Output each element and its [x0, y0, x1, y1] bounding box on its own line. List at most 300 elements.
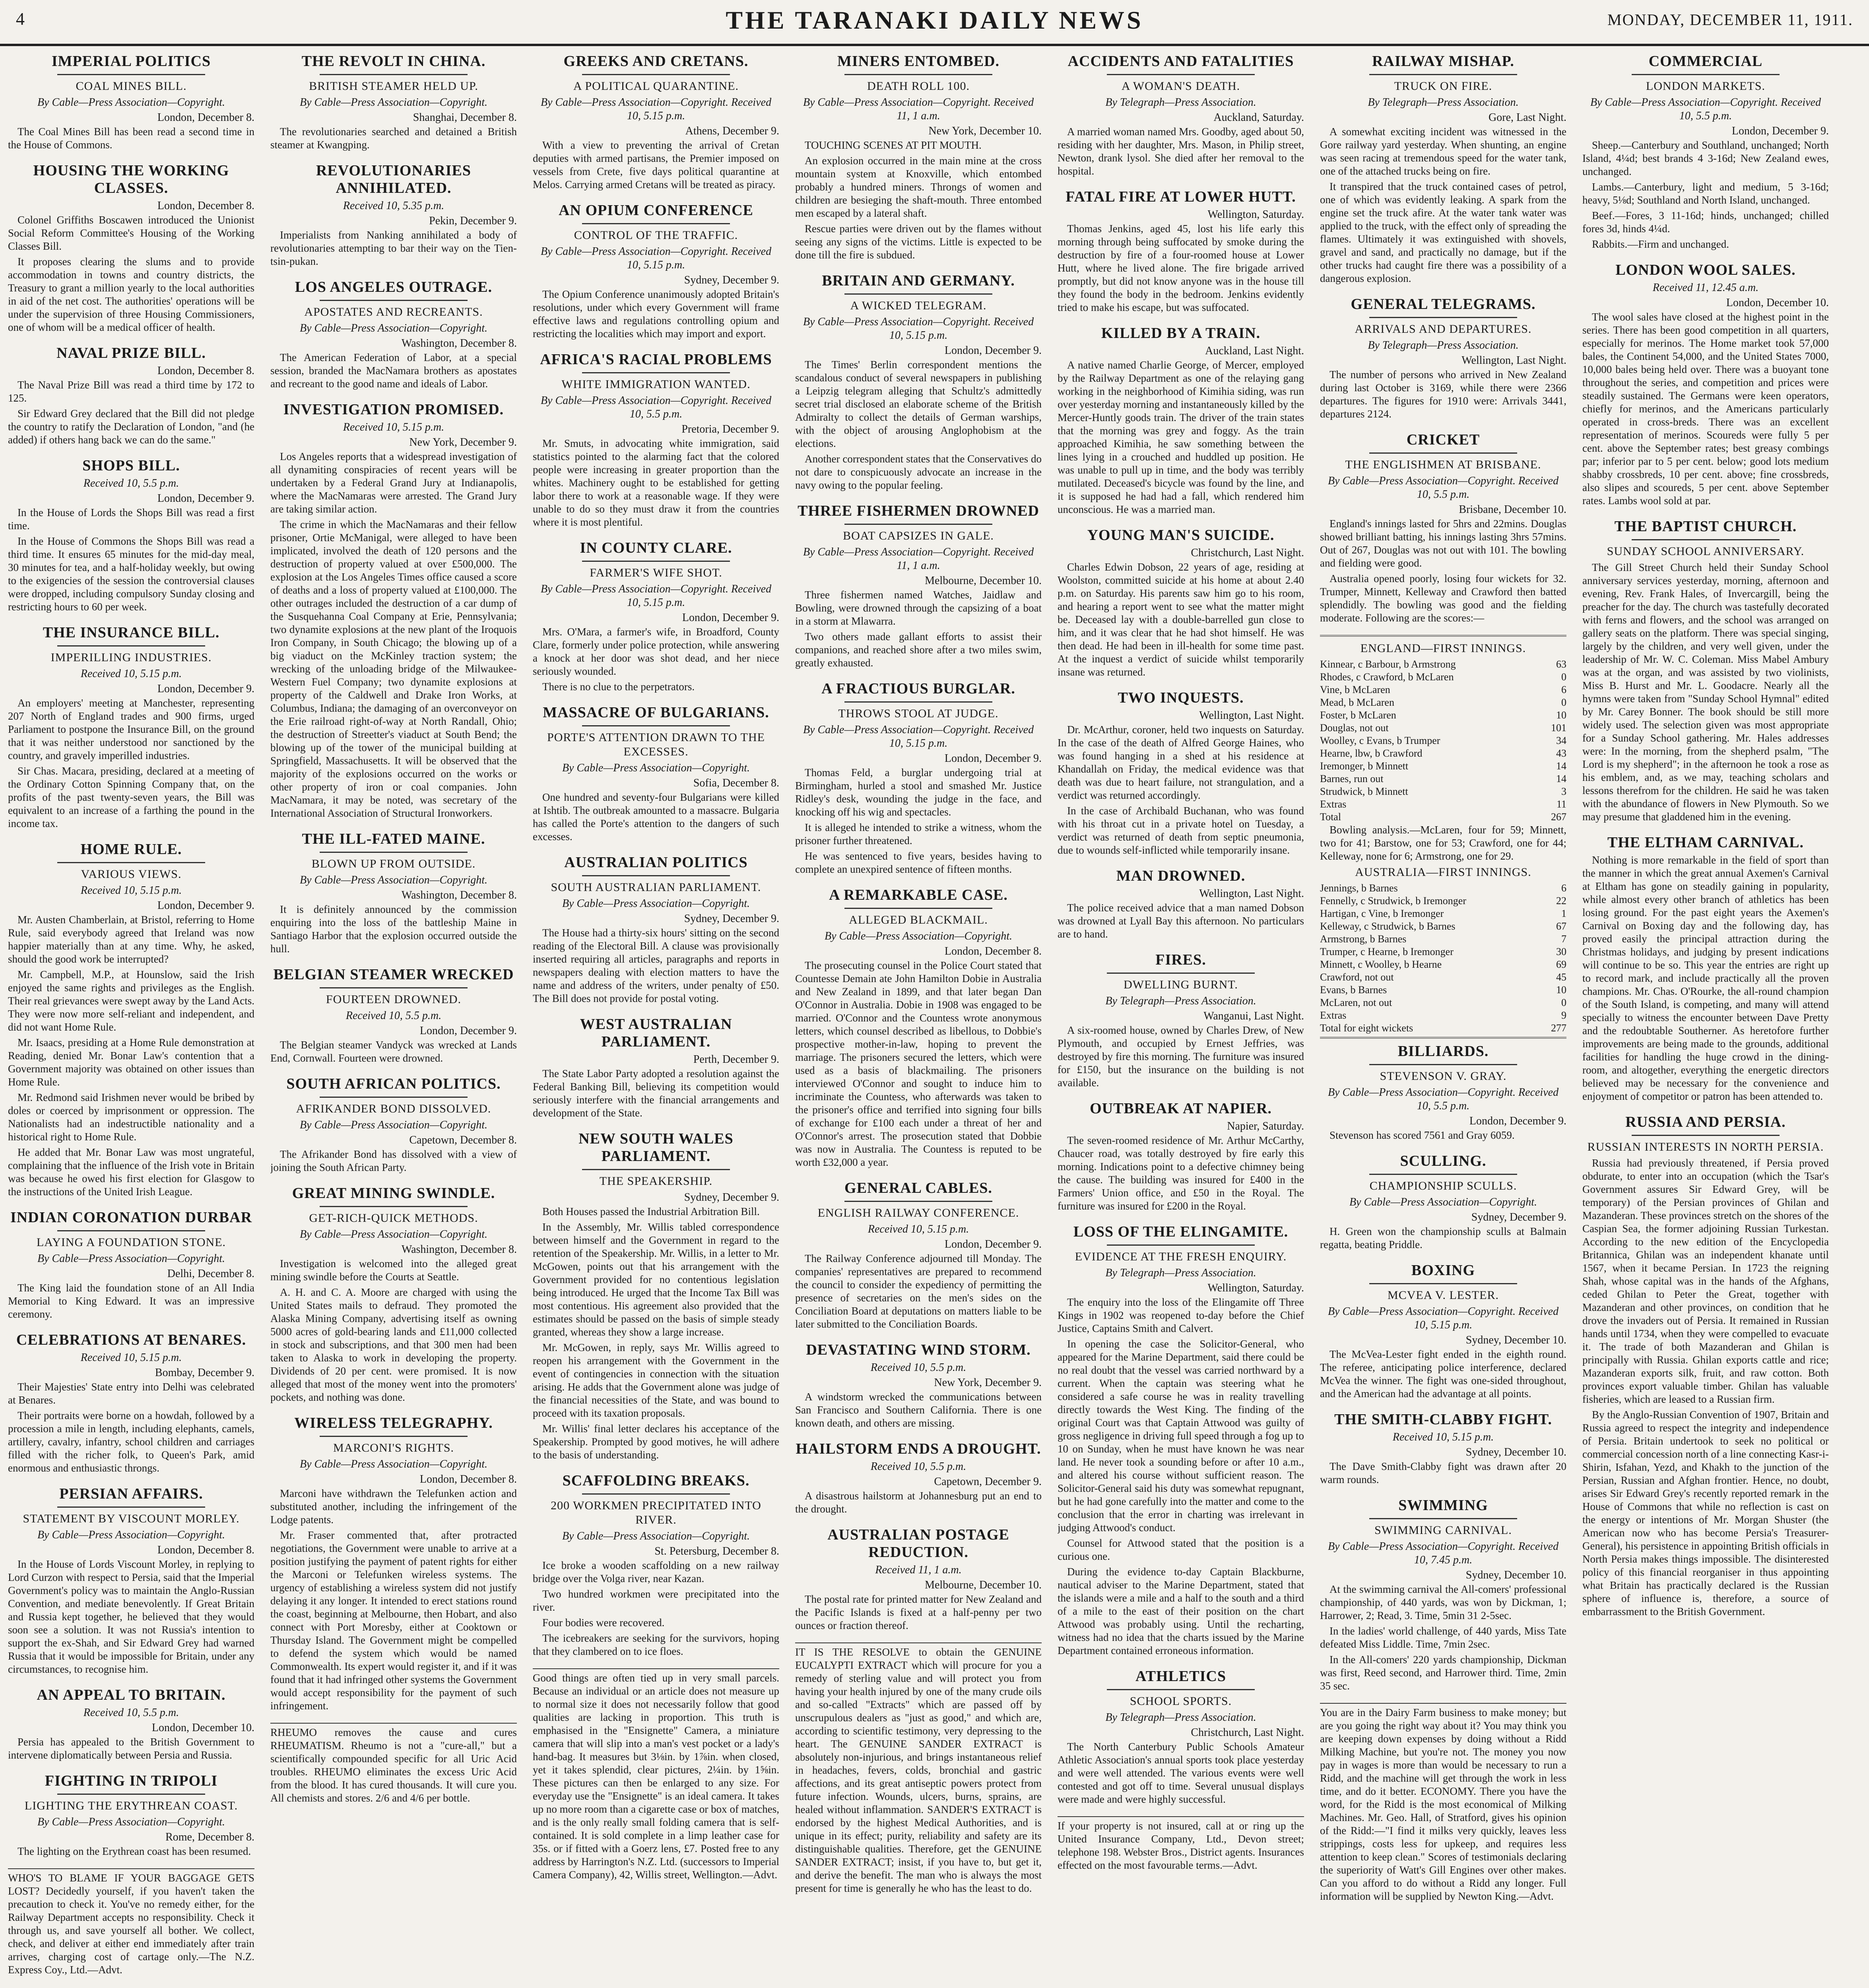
- article-dateline: Gore, Last Night.: [1489, 111, 1566, 124]
- article-dateline: London, December 9.: [1469, 1115, 1566, 1127]
- score-row: [1320, 658, 1566, 671]
- article-dateline: London, December 8.: [157, 200, 254, 212]
- article-paragraph: Two hundred workmen were precipitated into the river.: [533, 1588, 779, 1613]
- article: [270, 278, 517, 390]
- article-byline: By Telegraph—Press Association.: [1368, 339, 1519, 351]
- article-subheadline: BRITISH STEAMER HELD UP.: [309, 80, 478, 93]
- runs: 69: [1556, 959, 1566, 970]
- headline-rule: [1369, 1174, 1517, 1175]
- article-dateline: Sydney, December 9.: [684, 1191, 779, 1204]
- article-paragraph: Mr. Willis' final letter declares his acceptance of the Speakership. Prompted by good motives, he will adhere to the basis of understanding.: [533, 1423, 779, 1461]
- article-headline: AUSTRALIAN POSTAGE REDUCTION.: [827, 1526, 1009, 1561]
- article-headline: HAILSTORM ENDS A DROUGHT.: [796, 1441, 1041, 1457]
- score-row: [1320, 907, 1566, 920]
- article-subheadline: EVIDENCE AT THE FRESH ENQUIRY.: [1075, 1250, 1287, 1263]
- article-dateline: Melbourne, December 10.: [925, 1579, 1042, 1591]
- article-byline: Received 10, 5.15 p.m.: [868, 1223, 969, 1235]
- article: [533, 351, 779, 529]
- article-dateline: New York, December 9.: [409, 436, 517, 448]
- article-headline: NEW SOUTH WALES PARLIAMENT.: [578, 1130, 734, 1165]
- article-paragraph: The number of persons who arrived in New Zealand during last October is 3169, while there were 2366 departures. The figures for 1910 were: Arrivals 3441, departures 2124.: [1320, 369, 1566, 420]
- article-paragraph: In the House of Commons the Shops Bill was read a third time. It ensures 65 minutes for the mid-day meal, 30 minutes for tea, and a half-holiday weekly, but owing to the exigencies of the session the controversial clauses were dropped, including compulsory Sunday closing and restricting hours to 60 per week.: [8, 535, 254, 613]
- article-paragraph: Thomas Feld, a burglar undergoing trial at Birmingham, hurled a stool and smashed Mr. Justice Ridley's desk, wounding the judge in the face, and knocking off his wig and spectacles.: [795, 767, 1042, 818]
- batsman: Foster, b McLaren: [1320, 709, 1396, 721]
- article-byline: By Cable—Press Association—Copyright.: [299, 1119, 488, 1131]
- article-byline: Received 11, 12.45 a.m.: [1652, 282, 1759, 294]
- article-dateline: London, December 8.: [157, 111, 254, 124]
- article-byline: By Cable—Press Association—Copyright. Received 10, 5.5 p.m.: [1590, 96, 1821, 122]
- score-row: [1320, 785, 1566, 798]
- headline-rule: [582, 1493, 730, 1495]
- headline-rule: [582, 875, 730, 876]
- advertisement: You are in the Dairy Farm business to make money; but are you going the right way about it? You may think you are keeping down expenses by doing without a Ridd Milking Machine, but you're not. The money you now pay in wages is more than would be necessary to run a Ridd, and the machine will get through the work in less time, and do it better. ECONOMY. There you have the word, for the Ridd is the most economical of Milking Machines. Mr. Geo. Hall, of Stratford, gives his opinion of the Ridd:—"I find it milks very quickly, leaves less strippings, costs less for upkeep, and requires less attention to keep clean." Scores of testimonials declaring the superiority of Watt's Gill Engines over other makes. Can you afford to do without a Ridd any longer. Full information will be supplied by Newton King.—Advt.: [1320, 1703, 1566, 1903]
- score-row: [1320, 683, 1566, 696]
- batsman: Kinnear, c Barbour, b Armstrong: [1320, 658, 1456, 670]
- runs: 277: [1551, 1022, 1566, 1034]
- headline-rule: [57, 862, 205, 863]
- article: [8, 841, 254, 1198]
- article-paragraph: The wool sales have closed at the highest point in the series. There has been good competition in all quarters, especially for merinos. The Home market took 57,000 bales, the Continent 54,000, and the United States 7000, 10,000 bales being held over. There was a buoyant tone throughout the series, and competition and prices were steadily sustained. The Germans were keen operators, chiefly for merinos, and the Americans particularly operated in cross-breds. There was an excellent representation of merinos. Scoureds were fully 5 per cent. above the September rates; best greasy combings par; inferior par to 5 per cent. below; good lots medium shabby crossbreds, 10 per cent. above; fine crossbreds, also slipes and scoureds, 5 per cent. above September rates. Lambs wool sold at par.: [1582, 311, 1829, 507]
- article: [8, 1209, 254, 1321]
- headline-rule: [1369, 317, 1517, 318]
- article-headline: THE ILL-FATED MAINE.: [302, 831, 485, 847]
- article-dateline: Capetown, December 8.: [409, 1134, 517, 1146]
- advertisement: RHEUMO removes the cause and cures RHEUMATISM. Rheumo is not a "cure-all," but a scientifically compounded specific for all Uric Acid troubles. RHEUMO eliminates the excess Uric Acid from the blood. It has cured thousands. It will cure you. All chemists and stores. 2/6 and 4/6 per bottle.: [270, 1723, 517, 1805]
- article-byline: Received 10, 5.15 p.m.: [80, 884, 182, 897]
- headline-rule: [582, 372, 730, 373]
- article-dateline: London, December 9.: [1731, 125, 1829, 137]
- article-subheadline: FOURTEEN DROWNED.: [326, 993, 462, 1006]
- article-subheadline: CHAMPIONSHIP SCULLS.: [1369, 1179, 1517, 1192]
- article-paragraph: Stevenson has scored 7561 and Gray 6059.: [1329, 1129, 1515, 1141]
- article: [270, 162, 517, 268]
- article-dateline: London, December 9.: [157, 492, 254, 505]
- article-dateline: Wellington, Saturday.: [1207, 1282, 1304, 1294]
- article-headline: PERSIAN AFFAIRS.: [59, 1485, 203, 1502]
- batsman: Total for eight wickets: [1320, 1022, 1413, 1034]
- article-paragraph: Charles Edwin Dobson, 22 years of age, residing at Woolston, committed suicide at his home at about 2.40 p.m. on Saturday. His parents saw him go to his room, and hearing a report went to see what the matter might be. Deceased lay with a double-barrelled gun close to him, and it was clear that he had shot himself. He was then dead. He had been in ill-health for some time past. At the inquest a verdict of suicide whilst temporarily insane was returned.: [1058, 561, 1304, 678]
- article-dateline: London, December 8.: [157, 365, 254, 377]
- runs: 3: [1561, 786, 1566, 797]
- runs: 0: [1561, 697, 1566, 708]
- article-paragraph: Mr. Campbell, M.P., at Hounslow, said the Irish enjoyed the same rights and privileges as the English. Their real grievances were swept away by the Land Acts. They were now more self-reliant and independent, and did not want Home Rule.: [8, 969, 254, 1033]
- article-subheadline: THE ENGLISHMEN AT BRISBANE.: [1345, 458, 1541, 471]
- article: [1320, 295, 1566, 421]
- article-subheadline: LONDON MARKETS.: [1646, 80, 1765, 93]
- article-paragraph: The Naval Prize Bill was read a third time by 172 to 125.: [8, 379, 254, 404]
- batsman: Iremonger, b Minnett: [1320, 760, 1409, 772]
- headline-rule: [320, 300, 468, 301]
- article-headline: A FRACTIOUS BURGLAR.: [821, 680, 1015, 697]
- article-byline: Received 10, 5.5 p.m.: [83, 1706, 179, 1719]
- article-dateline: London, December 9.: [944, 752, 1042, 765]
- batsman: Hearne, lbw, b Crawford: [1320, 747, 1423, 759]
- article-byline: By Cable—Press Association—Copyright. Received 10, 5.15 p.m.: [803, 724, 1034, 749]
- article-byline: By Cable—Press Association—Copyright.: [299, 874, 488, 886]
- runs: 101: [1551, 722, 1566, 734]
- article-dateline: Wellington, Saturday.: [1207, 208, 1304, 221]
- article-paragraph: A native named Charlie George, of Mercer, employed by the Railway Department as one of the relaying gang working in the neighborhood of Kimihia siding, was run over yesterday morning and instantaneously killed by the Mercer-Huntly goods train. The driver of the train states that the morning was grey and foggy. As the train approached Kimihia, he saw something between the lines lying in a crouched and huddled up position. He was unable to pull up in time, and the body was terribly mutilated. Deceased's bicycle was found by the line, and it is supposed he had had a fall, which rendered him unconscious. He was a married man.: [1058, 359, 1304, 515]
- bowling-analysis: Bowling analysis.—McLaren, four for 59; Minnett, two for 41; Barstow, one for 53; Crawford, one for 44; Kelleway, none for 6; Armstrong, one for 29.: [1320, 824, 1566, 862]
- article-subheadline: SCHOOL SPORTS.: [1130, 1695, 1232, 1708]
- score-row: [1320, 895, 1566, 907]
- article-headline: THE ELTHAM CARNIVAL.: [1607, 834, 1804, 851]
- headline-rule: [1369, 452, 1517, 454]
- headline-rule: [57, 1230, 205, 1231]
- article-paragraph: H. Green won the championship sculls at Balmain regatta, beating Priddle.: [1320, 1225, 1566, 1250]
- article-byline: By Cable—Press Association—Copyright.: [37, 96, 225, 109]
- page-number: 4: [16, 9, 25, 29]
- batsman: Armstrong, b Barnes: [1320, 933, 1407, 945]
- article-paragraph: An explosion occurred in the main mine at the cross mountain system at Knoxville, which entombed probably a hundred miners. Throngs of women and children are besieging the shaft-mouth. Three entombed men escaped by a lateral shaft.: [795, 155, 1042, 219]
- runs: 6: [1561, 684, 1566, 695]
- article-subheadline: GET-RICH-QUICK METHODS.: [309, 1211, 478, 1225]
- article: [795, 1179, 1042, 1331]
- batsman: Fennelly, c Strudwick, b Iremonger: [1320, 895, 1466, 907]
- article-subheadline: CONTROL OF THE TRAFFIC.: [574, 229, 738, 242]
- advertisement: IT IS THE RESOLVE to obtain the GENUINE EUCALYPTI EXTRACT which will procure for you a remedy of sterling value and will protect you from having your health injured by one of the many crude oils and so-called "Extracts" which are passed off by unscrupulous dealers as "just as good," and which are, according to scientific testimony, very depressing to the heart. The GENUINE SANDER EXTRACT is absolutely non-injurious, and brings instantaneous relief in headaches, fevers, colds, bronchial and gastric affections, and its great antiseptic powers protect from future infection. Wounds, ulcers, burns, sprains, are healed without inflammation. SANDER'S EXTRACT is endorsed by the highest Medical Authorities, and is unique in its effect; purity, reliability and safety are its distinguishable qualities. Therefore, get the GENUINE SANDER EXTRACT; insist, if you have to, but get it, and derive the benefit. The man who is always the most present for time is generally he who has the least to do.: [795, 1642, 1042, 1895]
- runs: 10: [1556, 984, 1566, 996]
- innings-title: AUSTRALIA—FIRST INNINGS.: [1355, 866, 1531, 879]
- article-byline: By Cable—Press Association—Copyright. Received 10, 7.45 p.m.: [1328, 1540, 1559, 1566]
- article-subheadline: 200 WORKMEN PRECIPITATED INTO RIVER.: [551, 1499, 761, 1526]
- article-dateline: London, December 9.: [944, 344, 1042, 357]
- masthead: [0, 0, 1869, 46]
- article-subheadline: THROWS STOOL AT JUDGE.: [838, 707, 999, 720]
- article-paragraph: Russia had previously threatened, if Persia proved obdurate, to enter into an occupation (which the Tsar's Government assures Sir Edward Grey, will be temporary) of the Persian provinces of Ghilan and Mazanderan. These provinces stretch on the shores of the Caspian Sea, the former adjoining Russian Turkestan. According to the new edition of the Encyclopedia Britannica, Ghilan was an independent khanate until 1567, when it became Persian. In 1723 the reigning Shah, whose capital was in the hands of the Afghans, ceded Ghilan to Peter the Great, together with Mazanderan and other provinces, on condition that he drove the invaders out of Persia. It remained in Russian hands until 1734, when they were compelled to evacuate it. The trade of both Mazanderan and Ghilan is principally with Russia. Ghilan exports cattle and rice; Mazanderan exports silk, fruit, and raw cotton. Both provinces export valuable timber. Ghilan has valuable fisheries, which are leased to a Russian firm.: [1582, 1157, 1829, 1405]
- article-subheadline: COAL MINES BILL.: [76, 80, 187, 93]
- article-dateline: Auckland, Saturday.: [1213, 111, 1304, 124]
- article-headline: INDIAN CORONATION DURBAR: [10, 1209, 252, 1226]
- article: [270, 1414, 517, 1712]
- score-row: [1320, 984, 1566, 996]
- article-paragraph: A windstorm wrecked the communications between San Francisco and Southern California. There is one known death, and others are missing.: [795, 1391, 1042, 1429]
- score-row: [1320, 958, 1566, 971]
- article-byline: Received 10, 5.5 p.m.: [870, 1460, 967, 1473]
- score-row: [1320, 773, 1566, 785]
- article-paragraph: TOUCHING SCENES AT PIT MOUTH.: [805, 139, 982, 151]
- headline-rule: [320, 852, 468, 853]
- article-byline: By Cable—Press Association—Copyright. Received 11, 1 a.m.: [803, 546, 1034, 572]
- batsman: Extras: [1320, 1010, 1347, 1021]
- article: [795, 1440, 1042, 1516]
- article: [1058, 188, 1304, 314]
- article-byline: Received 11, 1 a.m.: [875, 1564, 962, 1576]
- article-byline: By Cable—Press Association—Copyright.: [299, 1228, 488, 1241]
- article-subheadline: STATEMENT BY VISCOUNT MORLEY.: [23, 1512, 240, 1525]
- article-headline: MINERS ENTOMBED.: [837, 53, 1000, 70]
- article-paragraph: At the swimming carnival the All-comers' professional championship, of 440 yards, was won by Dickman, 1; Harrower, 2; Read, 3. Time, 5min 31 2-5sec.: [1320, 1583, 1566, 1621]
- score-row: [1320, 933, 1566, 945]
- article-paragraph: The Gill Street Church held their Sunday School anniversary services yesterday, morning, afternoon and evening, Rev. Frank Hales, of Invercargill, being the preacher for the day. The church was tastefully decorated with ferns and flowers, and the school was arranged on gallery seats on the platform. There was special singing, largely by the children, and very well given, under the leadership of Mr. W. C. Coleman. Miss Mabel Ambury was at the organ, and was assisted by two violinists, Miss B. Hurst and Mr. L. Goodacre. Nearly all the hymns were taken from "Sunday School Hymnal" edited by Mr. Carey Bonner. The book should be still more widely used. The selection given was most appropriate for a Sunday School gathering. Mr. Hales addresses were: In the morning, from the shepherd psalm, "The Lord is my shepherd"; in the afternoon he took a rose as his emblem, and, as we may, teaching scholars and lessons therefrom for the children. He said he was taken with the abundance of flowers in New Plymouth. So we may presume that gladdened him in the evening.: [1582, 561, 1829, 823]
- article-dateline: Capetown, December 9.: [934, 1475, 1042, 1488]
- headline-rule: [844, 524, 992, 525]
- article: [1320, 1411, 1566, 1486]
- article-byline: Received 10, 5.15 p.m.: [80, 668, 182, 680]
- article-paragraph: The Coal Mines Bill has been read a second time in the House of Commons.: [8, 126, 254, 151]
- article: [1582, 52, 1829, 251]
- runs: 22: [1556, 895, 1566, 907]
- article-headline: BRITAIN AND GERMANY.: [822, 272, 1015, 289]
- headline-rule: [844, 908, 992, 909]
- article-paragraph: The North Canterbury Public Schools Amateur Athletic Association's annual sports took place yesterday and were well attended. The various events were well contested and got off to time. Several unusual displays were made and were highly successful.: [1058, 1741, 1304, 1805]
- article: [1058, 867, 1304, 941]
- article-headline: ACCIDENTS AND FATALITIES: [1067, 53, 1294, 70]
- article-paragraph: Sir Edward Grey declared that the Bill did not pledge the country to ratify the Declaration of London, "and (he added) if others hang back we can do the same.": [8, 408, 254, 446]
- article-headline: IMPERIAL POLITICS: [51, 53, 211, 70]
- article-paragraph: In the House of Lords Viscount Morley, in replying to Lord Curzon with respect to Persia, said that the Imperial Government's policy was to maintain the Anglo-Russian Convention, and mediate benevolently. If Great Britain and Russia kept together, he believed that they would soon see a solution. It was not Russia's intention to support the ex-Shah, and Sir Edward Grey had warned Russia that it would be impossible for Britain, under any circumstances, to recognise him.: [8, 1558, 254, 1675]
- batsman: Trumper, c Hearne, b Iremonger: [1320, 946, 1454, 957]
- article-dateline: Bombay, December 9.: [155, 1367, 254, 1379]
- article-paragraph: The McVea-Lester fight ended in the eighth round. The referee, anticipating police interference, declared McVea the winner. The fight was one-sided throughout, and the American had the advantage at all points.: [1320, 1348, 1566, 1400]
- article-paragraph: Both Houses passed the Industrial Arbitration Bill.: [542, 1206, 760, 1217]
- article-dateline: Wellington, Last Night.: [1199, 887, 1304, 900]
- article: [1582, 834, 1829, 1103]
- cricket-scores: [1320, 635, 1566, 1039]
- article-dateline: Melbourne, December 10.: [925, 575, 1042, 587]
- article-paragraph: A disastrous hailstorm at Johannesburg put an end to the drought.: [795, 1490, 1042, 1515]
- article: [1058, 689, 1304, 857]
- article-dateline: Brisbane, December 10.: [1459, 503, 1566, 516]
- article-subheadline: PORTE'S ATTENTION DRAWN TO THE EXCESSES.: [547, 731, 765, 758]
- article-subheadline: BOAT CAPSIZES IN GALE.: [843, 529, 994, 542]
- article-paragraph: By the Anglo-Russian Convention of 1907, Britain and Russia agreed to respect the integrity and independence of Persia. Britain undertook to seek no political or commercial concession north of a line connecting Kasr-i-Shirin, Isfahan, Yezd, and Khakh to the junction of the Persian, Russian and Afghan frontier. Hence, no doubt, arises Sir Edward Grey's recently reported remark in the House of Commons that while no reflection is cast on the energy or intentions of Mr. Morgan Shuster (the American now who has become Persia's Treasurer-General), his persistence in appointing British officials in North Persia makes things impossible. The disinterested policy of this financial reorganiser in thus appointing what Britain has practically declared is the Russian sphere of influence is, therefore, a source of embarrassment to the British Government.: [1582, 1409, 1829, 1617]
- article: [1058, 1223, 1304, 1657]
- article-paragraph: The American Federation of Labor, at a special session, branded the MacNamara brothers as apostates and recreant to the good name and ideals of Labor.: [270, 351, 517, 390]
- article-headline: SCAFFOLDING BREAKS.: [562, 1472, 750, 1489]
- article-headline: INVESTIGATION PROMISED.: [283, 401, 504, 418]
- article-dateline: Auckland, Last Night.: [1205, 345, 1304, 357]
- batsman: Total: [1320, 811, 1341, 823]
- article: [795, 680, 1042, 876]
- article-paragraph: Mr. Redmond said Irishmen never would be bribed by doles or coerced by imprisonment or oppression. The Nationalists had an indestructible nationality and a historical right to Home Rule.: [8, 1091, 254, 1143]
- article-subheadline: IMPERILLING INDUSTRIES.: [50, 651, 212, 664]
- article-byline: By Cable—Press Association—Copyright.: [37, 1816, 225, 1828]
- article-subheadline: AFRIKANDER BOND DISSOLVED.: [296, 1102, 491, 1115]
- article-dateline: Wellington, Last Night.: [1199, 709, 1304, 722]
- article-headline: BOXING: [1411, 1262, 1475, 1279]
- article-headline: THE BAPTIST CHURCH.: [1614, 518, 1797, 535]
- article-subheadline: THE SPEAKERSHIP.: [599, 1175, 713, 1188]
- runs: 63: [1556, 658, 1566, 670]
- article: [1320, 1497, 1566, 1693]
- article: [8, 457, 254, 613]
- article: [533, 52, 779, 191]
- article-paragraph: Los Angeles reports that a widespread investigation of all dynamiting conspiracies of recent years will be undertaken by a Federal Grand Jury at Indianapolis, where the MacNamaras were arrested. The Grand Jury are taking similar action.: [270, 450, 517, 515]
- article-paragraph: In opening the case the Solicitor-General, who appeared for the Marine Department, said there could be no real doubt that the vessel was carried northward by a current. When the captain was steering what he considered a safe course he was in reality travelling directly towards the West King. The finding of the original Court was that Captain Attwood was guilty of gross negligence in driving full speed through a fog up to 10 on Sunday, when he must have known he was near land. He never took a sounding before or after 10 a.m., and altered his course without sufficient reason. The Solicitor-General said his duty was somewhat repugnant, but he had gone carefully into the matter and come to the conclusion that the error in charting was irrelevant in judging Attwood's conduct.: [1058, 1338, 1304, 1534]
- article-subheadline: VARIOUS VIEWS.: [81, 868, 182, 881]
- article: [270, 966, 517, 1065]
- article: [795, 52, 1042, 262]
- batsman: Minnett, c Woolley, b Hearne: [1320, 959, 1442, 970]
- article-paragraph: He added that Mr. Bonar Law was most ungrateful, complaining that the influence of the Irish vote in Britain was because he owed his first election for Glasgow to the instructions of the United Irish League.: [8, 1146, 254, 1198]
- article-dateline: Athens, December 9.: [685, 125, 779, 137]
- article-paragraph: Three fishermen named Watches, Jaidlaw and Bowling, were drowned through the capsizing of a boat in a storm at Mlawarra.: [795, 589, 1042, 627]
- article-headline: HOUSING THE WORKING CLASSES.: [33, 162, 229, 196]
- article-paragraph: The seven-roomed residence of Mr. Arthur McCarthy, Chaucer road, was totally destroyed by fire early this morning. Indications point to a defective chimney being the cause. The building was insured for £400 in the Farmers' Union office, and £50 in the Royal. The furniture was insured for £200 in the Royal.: [1058, 1134, 1304, 1212]
- article-paragraph: It is definitely announced by the commission enquiring into the loss of the battleship Maine in Santiago Harbor that the explosion occurred outside the hull.: [270, 903, 517, 955]
- advertisement: If your property is not insured, call at or ring up the United Insurance Company, Ltd., Devon street; telephone 198. Webster Bros., District agents. Insurances effected on the most favourable terms.—Advt.: [1058, 1816, 1304, 1872]
- article-dateline: Christchurch, Last Night.: [1191, 547, 1304, 559]
- article-headline: FIRES.: [1155, 951, 1206, 968]
- article-headline: DEVASTATING WIND STORM.: [806, 1342, 1031, 1358]
- article-paragraph: Sir Chas. Macara, presiding, declared at a meeting of the Ordinary Cotton Spinning Company that, on the profits of the past twenty-seven years, the Bill was equivalent to an increase of a farthing the pound in the income tax.: [8, 765, 254, 829]
- article: [1058, 324, 1304, 516]
- column-6: [1320, 49, 1566, 1988]
- article: [533, 1015, 779, 1120]
- score-row: [1320, 1009, 1566, 1022]
- runs: 0: [1561, 997, 1566, 1008]
- runs: 267: [1551, 811, 1566, 823]
- article: [533, 539, 779, 693]
- headline-rule: [582, 725, 730, 726]
- article-paragraph: Persia has appealed to the British Government to intervene diplomatically between Persia and Russia.: [8, 1736, 254, 1761]
- batsman: Hartigan, c Vine, b Iremonger: [1320, 908, 1444, 919]
- headline-rule: [582, 223, 730, 224]
- article: [1058, 526, 1304, 679]
- article-dateline: Delhi, December 8.: [167, 1268, 254, 1280]
- article-paragraph: Nothing is more remarkable in the field of sport than the manner in which the great annual Axemen's Carnival at Eltham has gone on steadily gaining in popularity, while almost every other branch of athletics has been losing ground. For the past eight years the Axemen's Carnival on Boxing day and the following day, has proved easily the principal attraction during the Christmas holidays, and judging by present indications will continue to be so. This year the entries are right up to record mark, and include practically all the proven champions. Mr. Chas. O'Rourke, the all-round champion of the South Island, is competing, and many will attend specially to witness the encounter between Dave Pretty and the redoubtable Southerner. As heretofore further improvements are being made to the grounds, additional facilities for handling the huge crowd in the dining-room, and altogether, everything the energetic directors believed may be necessary for the convenience and enjoyment of competitor or patron has been attended to.: [1582, 854, 1829, 1102]
- article-dateline: London, December 8.: [944, 945, 1042, 957]
- advertisement: Good things are often tied up in very small parcels. Because an individual or an article does not measure up to normal size it does not necessarily follow that good qualities are lacking in proportion. This truth is emphasised in the "Ensignette" Camera, a miniature camera that will slip into a man's vest pocket or a lady's hand-bag. It measures but 3⅛in. by 1⅞in. when closed, yet it takes splendid, clear pictures, 2¼in. by 1⅝in. These pictures can then be enlarged to any size. For everyday use the "Ensignette" is an ideal camera. It takes up no more room than a cigarette case or box of matches, and is the only really small folding camera that is self-contained. It is sold complete in a limp leather case for 35s. or if fitted with a Goerz lens, £7. Posted free to any address by Harrington's N.Z. Ltd. (successors to Imperial Camera Company), 42, Willis street, Wellington.—Advt.: [533, 1668, 779, 1881]
- headline-rule: [320, 1206, 468, 1207]
- batsman: Woolley, c Evans, b Trumper: [1320, 735, 1440, 746]
- article-subheadline: RUSSIAN INTERESTS IN NORTH PERSIA.: [1587, 1140, 1824, 1153]
- headline-rule: [57, 74, 205, 75]
- article: [1058, 1668, 1304, 1806]
- runs: 43: [1556, 747, 1566, 759]
- article-paragraph: The icebreakers are seeking for the survivors, hoping that they clambered on to ice floes.: [533, 1632, 779, 1657]
- article-byline: By Cable—Press Association—Copyright.: [299, 322, 488, 334]
- article-paragraph: Another correspondent states that the Conservatives do not dare to conspicuously advocate an increase in the navy owing to the popular feeling.: [795, 453, 1042, 491]
- article-dateline: St. Petersburg, December 8.: [654, 1545, 779, 1557]
- article-byline: By Cable—Press Association—Copyright. Received 10, 5.15 p.m.: [540, 245, 772, 271]
- article-paragraph: In the case of Archibald Buchanan, who was found with his throat cut in a private hotel on Tuesday, a verdict was returned of death from septic pneumonia, due to wounds self-inflicted while temporarily insane.: [1058, 805, 1304, 856]
- advertisement: WHO'S TO BLAME IF YOUR BAGGAGE GETS LOST? Decidedly yourself, if you haven't taken the precaution to check it. You've no remedy either, for the Railway Department accepts no responsibility. Check it through us, and save yourself all bother. We collect, check, and deliver at either end immediately after train arrives, charging cost of cartage only.—The N.Z. Express Coy., Ltd.—Advt.: [8, 1868, 254, 1976]
- article-paragraph: Imperialists from Nanking annihilated a body of revolutionaries attempting to bar their way on the Tien-tsin-pukan.: [270, 229, 517, 267]
- article-dateline: Wellington, Last Night.: [1461, 354, 1566, 367]
- article-paragraph: The State Labor Party adopted a resolution against the Federal Banking Bill, believing its competition would seriously interfere with the financial arrangements and development of the State.: [533, 1068, 779, 1119]
- headline-rule: [57, 645, 205, 646]
- article-headline: RAILWAY MISHAP.: [1372, 53, 1514, 70]
- runs: 9: [1561, 1010, 1566, 1021]
- batsman: Vine, b McLaren: [1320, 684, 1390, 695]
- runs: 34: [1556, 735, 1566, 746]
- article-subheadline: A POLITICAL QUARANTINE.: [573, 80, 739, 93]
- article-paragraph: Mr. Austen Chamberlain, at Bristol, referring to Home Rule, said everybody agreed that Ireland was now happier materially than at any time. Why, he asked, should the good work be interrupted?: [8, 914, 254, 965]
- article-dateline: London, December 9.: [157, 899, 254, 912]
- article-headline: SOUTH AFRICAN POLITICS.: [286, 1076, 501, 1092]
- article-paragraph: He was sentenced to five years, besides having to complete an unexpired sentence of fifteen months.: [795, 850, 1042, 875]
- article-subheadline: MARCONI'S RIGHTS.: [333, 1441, 454, 1454]
- article-dateline: Perth, December 9.: [693, 1053, 779, 1066]
- score-row: [1320, 722, 1566, 734]
- headline-rule: [844, 1201, 992, 1202]
- article-subheadline: FARMER'S WIFE SHOT.: [590, 566, 722, 579]
- article-paragraph: In the House of Lords the Shops Bill was read a first time.: [8, 507, 254, 532]
- article-paragraph: The Railway Conference adjourned till Monday. The companies' representatives are prepared to recommend the council to consider the expediency of permitting the presence of secretaries on the men's sides on the Conciliation Board at deputations on matters liable to be later submitted to the Conciliation Boards.: [795, 1252, 1042, 1330]
- headline-rule: [1632, 539, 1780, 540]
- headline-rule: [320, 74, 468, 75]
- batsman: Rhodes, c Crawford, b McLaren: [1320, 671, 1454, 683]
- article-dateline: Washington, December 8.: [401, 889, 517, 901]
- article: [1582, 261, 1829, 507]
- article-paragraph: It proposes clearing the slums and to provide accommodation in towns and country districts, the Treasury to grant a million yearly to the local authorities in aid of the net cost. The authorities' operations will be under the supervision of three Housing Commissioners, one of whom will be a medical officer of health.: [8, 256, 254, 333]
- runs: 1: [1561, 908, 1566, 919]
- article-byline: By Cable—Press Association—Copyright.: [299, 1458, 488, 1470]
- article-byline: Received 10, 5.35 p.m.: [343, 200, 444, 212]
- article-paragraph: The Opium Conference unanimously adopted Britain's resolutions, under which every Government will frame effective laws and regulations controlling opium and restricting the localities which may import and export.: [533, 288, 779, 340]
- article-headline: MASSACRE OF BULGARIANS.: [543, 704, 769, 721]
- headline-rule: [844, 74, 992, 75]
- article-dateline: Wanganui, Last Night.: [1203, 1010, 1304, 1022]
- article-paragraph: The crime in which the MacNamaras and their fellow prisoner, Ortie McManigal, were alleged to have been implicated, involved the death of 120 persons and the destruction of property valued at over £500,000. The explosion at the Los Angeles Times office caused a score of deaths and a loss of property valued at £100,000. The other outrages included the destruction of a car dump of the Susquehanna Coal Company at Erie, Pennsylvania; two dynamite explosions at the new plant of the Iroquois Iron Company, in South Chicago; the blowing up of a big viaduct on the McKinley traction system; the wrecking of the unloading bridge of the Milwaukee-Western Fuel Company; two dynamite explosions at property of the Caldwell and Drake Iron Works, at Columbus, Indiana; the damaging of an overconveyor on the Erie railroad right-of-way at North Randall, Ohio; the destruction of Streetter's viaduct at South Bend; the blowing up of the tower of the municipal building at Springfield, Massachusetts. It will be observed that the majority of the explosions occurred on the works or other property of iron or coal companies. John MacNamara, it may be noted, was secretary of the International Association of Structural Ironworkers.: [270, 518, 517, 819]
- article-dateline: Pekin, December 9.: [429, 215, 517, 227]
- article-paragraph: The police received advice that a man named Dobson was drowned at Lyall Bay this afternoon. No particulars are to hand.: [1058, 902, 1304, 940]
- article-dateline: Sydney, December 9.: [684, 274, 779, 286]
- article-paragraph: An employers' meeting at Manchester, representing 207 North of England trades and 900 firms, urged Parliament to postpone the Insurance Bill, on the ground that it was neither understood nor sanctioned by the country, and gravely imperilled industries.: [8, 697, 254, 761]
- article-paragraph: The Belgian steamer Vandyck was wrecked at Lands End, Cornwall. Fourteen were drowned.: [270, 1039, 517, 1064]
- article: [1582, 1113, 1829, 1618]
- article-byline: By Cable—Press Association—Copyright. Received 10, 5.15 p.m.: [540, 583, 772, 609]
- headline-rule: [844, 293, 992, 295]
- article: [533, 1472, 779, 1658]
- article-headline: TWO INQUESTS.: [1118, 689, 1244, 706]
- batsman: Evans, b Barnes: [1320, 984, 1387, 996]
- article-paragraph: In the Assembly, Mr. Willis tabled correspondence between himself and the Government in regard to the retention of the Speakership. Mr. Willis, in a letter to Mr. McGowen, points out that his arrangement with the Government provided for no contentious legislation being introduced. He urged that the Income Tax Bill was most contentious. His agreement also provided that the estimates should be passed on the basis of simple steady granted, whereas they show a large increase.: [533, 1221, 779, 1338]
- headline-rule: [1107, 973, 1255, 974]
- article-paragraph: Mr. McGowen, in reply, says Mr. Willis agreed to reopen his arrangement with the Government in the event of contingencies in connection with the situation arising. He adds that the Government alone was judge of the financial necessities of the State, and was bound to proceed with its taxation proposals.: [533, 1342, 779, 1419]
- article-dateline: New York, December 9.: [934, 1376, 1042, 1389]
- runs: 11: [1556, 798, 1566, 810]
- article-byline: By Cable—Press Association—Copyright.: [1349, 1196, 1537, 1208]
- headline-rule: [844, 701, 992, 703]
- article: [533, 202, 779, 340]
- article-byline: Received 10, 5.5 p.m.: [83, 477, 179, 489]
- article-dateline: London, December 9.: [944, 1238, 1042, 1250]
- headline-rule: [320, 1436, 468, 1437]
- article-dateline: Washington, December 8.: [401, 1243, 517, 1256]
- article-paragraph: Four bodies were recovered.: [542, 1617, 665, 1629]
- score-row: [1320, 945, 1566, 958]
- column-7: [1582, 49, 1829, 1988]
- article-subheadline: LIGHTING THE ERYTHREAN COAST.: [24, 1799, 238, 1812]
- article-dateline: London, December 8.: [419, 1473, 517, 1485]
- batsman: Douglas, not out: [1320, 722, 1389, 734]
- article-subheadline: DEATH ROLL 100.: [867, 80, 970, 93]
- article-dateline: Rome, December 8.: [165, 1831, 254, 1843]
- article-headline: LOSS OF THE ELINGAMITE.: [1073, 1223, 1289, 1240]
- article-byline: By Cable—Press Association—Copyright. Received 10, 5.5 p.m.: [1328, 475, 1559, 501]
- score-row: [1320, 696, 1566, 709]
- article: [8, 344, 254, 447]
- article-paragraph: Their portraits were borne on a howdah, followed by a procession a mile in length, including elephants, camels, artillery, cavalry, infantry, school children and carriages filled with the richer folk, to Queen's Park, amid enormous and enthusiastic throngs.: [8, 1409, 254, 1474]
- article: [1320, 431, 1566, 625]
- runs: 6: [1561, 882, 1566, 894]
- article-byline: By Cable—Press Association—Copyright. Received 11, 1 a.m.: [803, 96, 1034, 122]
- score-row: [1320, 996, 1566, 1009]
- article-dateline: Sydney, December 9.: [684, 912, 779, 925]
- headline-rule: [320, 1097, 468, 1098]
- score-row: [1320, 747, 1566, 760]
- article-byline: By Cable—Press Association—Copyright. Received 10, 5.15 p.m.: [540, 96, 772, 122]
- article-headline: GREEKS AND CRETANS.: [563, 53, 749, 70]
- article-byline: Received 10, 5.15 p.m.: [343, 421, 444, 433]
- headline-rule: [582, 1169, 730, 1170]
- article-paragraph: A somewhat exciting incident was witnessed in the Gore railway yard yesterday. When shunting, an engine was seen racing at tremendous speed for the water tank, one of the attached trucks being on fire.: [1320, 126, 1566, 177]
- article: [795, 1526, 1042, 1632]
- runs: 67: [1556, 920, 1566, 932]
